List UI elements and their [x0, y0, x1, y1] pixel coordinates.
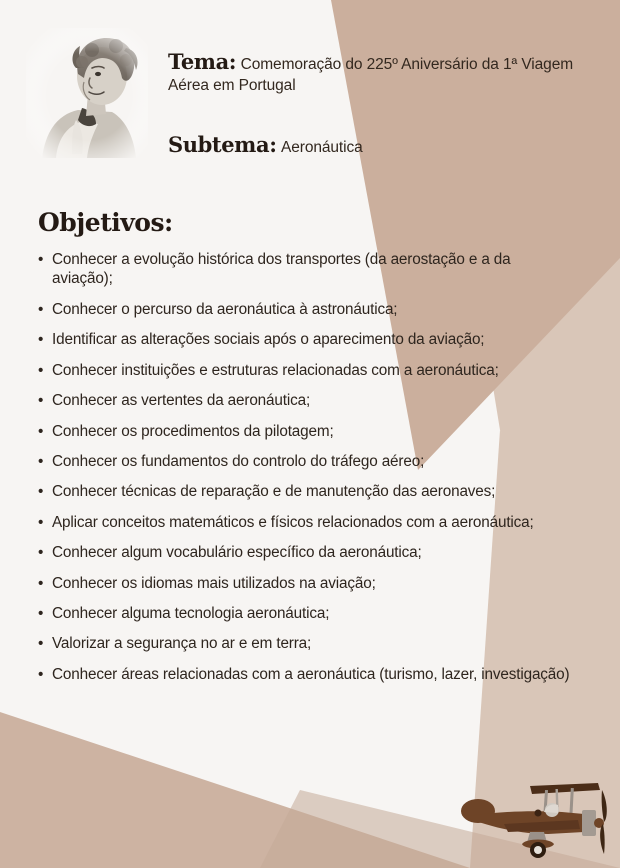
header-text-block	[168, 48, 598, 158]
biplane-icon	[452, 772, 612, 864]
bullet-icon: •	[38, 665, 44, 683]
portrait-icon	[26, 28, 148, 158]
bullet-icon: •	[38, 544, 44, 562]
bullet-icon: •	[38, 392, 44, 410]
tema-line	[168, 48, 598, 97]
bullet-icon: •	[38, 574, 44, 592]
objective-text: Conhecer áreas relacionadas com a aeronáutica (turismo, lazer, investigação)	[52, 665, 570, 683]
objective-item	[38, 452, 572, 471]
bullet-icon: •	[38, 635, 44, 653]
bullet-icon: •	[38, 513, 44, 531]
objective-text: Conhecer instituições e estruturas relacionadas com a aeronáutica;	[52, 361, 499, 379]
objective-text: Conhecer a evolução histórica dos transportes (da aerostação e a da aviação);	[52, 251, 511, 288]
tema-value: Comemoração do 225º Aniversário da 1ª Viagem Aérea em Portugal	[168, 56, 574, 94]
objectives-title: Objetivos:	[38, 208, 173, 237]
objective-item	[38, 604, 572, 623]
objective-item	[38, 330, 572, 349]
subtema-value: Aeronáutica	[281, 138, 363, 156]
subtema-label: Subtema:	[168, 131, 277, 157]
objective-text: Conhecer os idiomas mais utilizados na aviação;	[52, 574, 376, 592]
bullet-icon: •	[38, 300, 44, 318]
subtema-line	[168, 131, 598, 159]
bullet-icon: •	[38, 331, 44, 349]
portrait-engraving	[26, 28, 148, 158]
bullet-icon: •	[38, 361, 44, 379]
objective-item	[38, 574, 572, 593]
bullet-icon: •	[38, 251, 44, 268]
objective-text: Conhecer alguma tecnologia aeronáutica;	[52, 605, 330, 623]
objective-text: Aplicar conceitos matemáticos e físicos relacionados com a aeronáutica;	[52, 513, 534, 531]
objective-item	[38, 250, 572, 289]
objective-item	[38, 422, 572, 441]
objective-text: Conhecer técnicas de reparação e de manutenção das aeronaves;	[52, 483, 496, 501]
biplane-illustration	[452, 772, 612, 864]
objective-item	[38, 665, 572, 684]
tema-label: Tema:	[168, 49, 237, 74]
objective-text: Conhecer algum vocabulário específico da aeronáutica;	[52, 544, 422, 562]
objective-text: Valorizar a segurança no ar e em terra;	[52, 635, 312, 653]
objective-item	[38, 543, 572, 562]
bullet-icon: •	[38, 605, 44, 623]
bullet-icon: •	[38, 452, 44, 470]
objective-text: Identificar as alterações sociais após o aparecimento da aviação;	[52, 331, 485, 349]
objective-item	[38, 482, 572, 501]
objective-item	[38, 513, 572, 532]
objective-item	[38, 361, 572, 380]
bullet-icon: •	[38, 422, 44, 440]
objective-text: Conhecer os procedimentos da pilotagem;	[52, 422, 334, 440]
poster-header	[0, 0, 620, 168]
objectives-list	[38, 250, 586, 684]
objective-text: Conhecer os fundamentos do controlo do tráfego aéreo;	[52, 452, 425, 470]
objective-item	[38, 634, 572, 653]
objective-item	[38, 391, 572, 410]
objective-text: Conhecer o percurso da aeronáutica à astronáutica;	[52, 300, 398, 318]
objective-item	[38, 300, 572, 319]
objective-text: Conhecer as vertentes da aeronáutica;	[52, 392, 311, 410]
bullet-icon: •	[38, 483, 44, 501]
objectives-section	[38, 208, 586, 695]
